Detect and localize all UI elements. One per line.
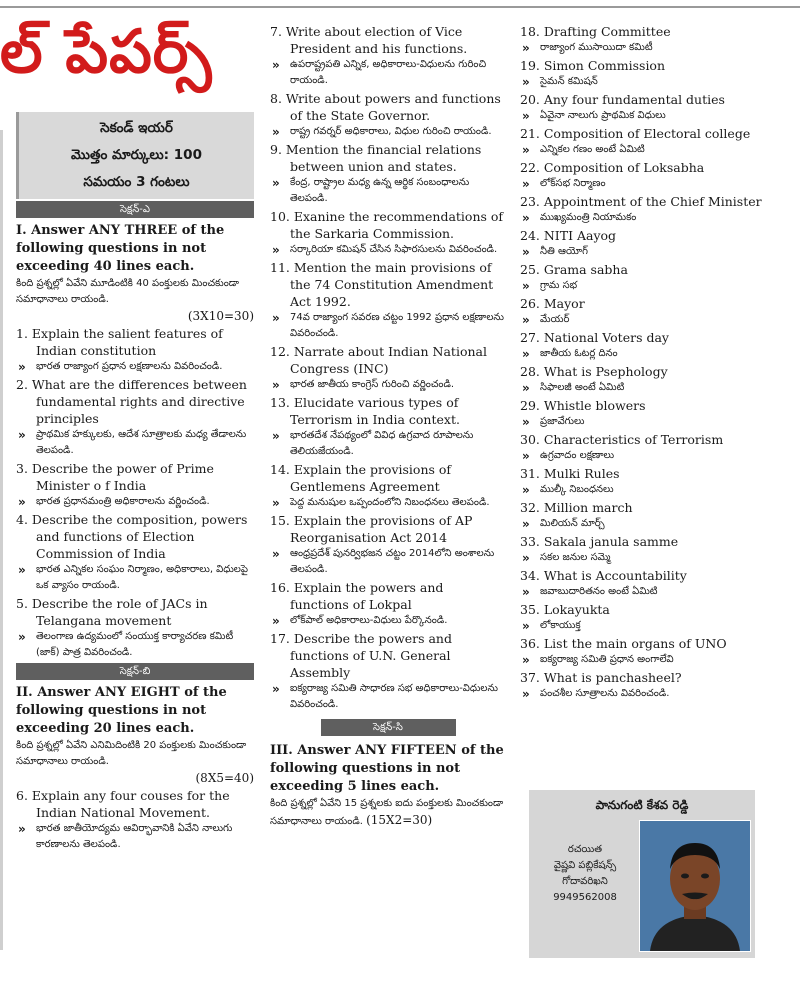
exam-total-marks: మొత్తం మార్కులు: 100 — [71, 147, 202, 163]
question-te: » పంచశీల సూత్రాలను వివరించండి. — [520, 686, 790, 702]
question-en: 18. Drafting Committee — [520, 24, 671, 39]
question-item — [270, 90, 506, 140]
question-te: » ఎన్నికల గణం అంటే ఏమిటి — [520, 142, 790, 158]
question-te: » మిలియన్ మార్చ్ — [520, 516, 790, 532]
question-en: 36. List the main organs of UNO — [520, 636, 727, 651]
question-en: 20. Any four fundamental duties — [520, 92, 725, 107]
question-te: » ఆంధ్రప్రదేశ్ పునర్విభజన చట్టం 2014లోని అంశాలను తెలపండి. — [270, 546, 506, 578]
question-te: » ఐక్యరాజ్య సమితి ప్రధాన అంగాలేవి — [520, 652, 790, 668]
section-a-questions — [16, 325, 254, 661]
question-te: » 74వ రాజ్యాంగ సవరణ చట్టం 1992 ప్రధాన లక్షణాలను వివరించండి. — [270, 310, 506, 342]
question-item — [270, 208, 506, 258]
question-te: » ముల్కీ నిబంధనలు — [520, 482, 790, 498]
question-item — [520, 329, 790, 362]
question-item — [520, 193, 790, 226]
question-item — [270, 394, 506, 460]
question-en: 10. Exanine the recommendations of the Sarkaria Commission. — [270, 209, 504, 241]
question-en: 26. Mayor — [520, 296, 585, 311]
question-te: » జాతీయ ఓటర్ల దినం — [520, 346, 790, 362]
author-place: గోదావరిఖని — [562, 876, 608, 887]
question-en: 14. Explain the provisions of Gentlemens Agreement — [270, 462, 452, 494]
section-b-instruction-telugu: కింది ప్రశ్నల్లో ఏవేని ఎనిమిదింటికి 20 పంక్తులకు మించకుండా సమాధానాలు రాయండి. — [16, 740, 247, 767]
question-item — [520, 669, 790, 702]
section-b-instruction: II. Answer ANY EIGHT of the following questions in not exceeding 20 lines each. — [16, 685, 227, 736]
question-item — [520, 397, 790, 430]
question-en: 8. Write about powers and functions of the State Governor. — [270, 91, 501, 123]
question-en: 5. Describe the role of JACs in Telangana movement — [16, 596, 208, 628]
question-en: 1. Explain the salient features of Indian constitution — [16, 326, 223, 358]
question-en: 30. Characteristics of Terrorism — [520, 432, 724, 447]
question-te: » భారతదేశ నేపథ్యంలో వివిధ ఉగ్రవాద రూపాలను తెలియజేయండి. — [270, 428, 506, 460]
author-role: రచయిత — [567, 844, 603, 855]
question-item — [270, 579, 506, 629]
section-a-marks: (3X10=30) — [187, 309, 254, 323]
question-item — [520, 23, 790, 56]
section-a-instruction-telugu: కింది ప్రశ్నల్లో ఏవేని మూడింటికి 40 పంక్తులకు మించకుండా సమాధానాలు రాయండి. — [16, 278, 239, 305]
question-te: » భారత జాతీయ కాంగ్రెస్ గురించి వర్ణించండి. — [270, 377, 506, 393]
question-item — [16, 325, 254, 375]
question-item — [520, 261, 790, 294]
question-te: » సకల జనుల సమ్మె — [520, 550, 790, 566]
question-en: 15. Explain the provisions of AP Reorganisation Act 2014 — [270, 513, 473, 545]
question-te: » లోక్‌సభ నిర్మాణం — [520, 176, 790, 192]
question-te: » భారత జాతీయోద్యమ ఆవిర్భావానికి ఏవేని నాలుగు కారణాలను తెలపండి. — [16, 821, 254, 853]
question-te: » భారత ప్రధానమంత్రి అధికారాలను వర్ణించండి. — [16, 494, 254, 510]
question-item — [520, 125, 790, 158]
question-te: » గ్రామ సభ — [520, 278, 790, 294]
section-c-instruction: III. Answer ANY FIFTEEN of the following questions in not exceeding 5 lines each. — [270, 743, 504, 794]
question-en: 16. Explain the powers and functions of Lokpal — [270, 580, 444, 612]
question-en: 23. Appointment of the Chief Minister — [520, 194, 762, 209]
question-item — [270, 630, 506, 713]
question-en: 35. Lokayukta — [520, 602, 610, 617]
section-b-label: సెక్షన్-బి — [16, 663, 254, 680]
exam-time: సమయం 3 గంటలు — [83, 174, 190, 190]
question-item — [520, 57, 790, 90]
question-item — [520, 601, 790, 634]
author-name: పానుగంటి కేశవ రెడ్డి — [595, 798, 689, 812]
question-en: 32. Million march — [520, 500, 633, 515]
question-te: » సైమన్ కమిషన్ — [520, 74, 790, 90]
section-a-label: సెక్షన్-ఎ — [16, 201, 254, 218]
question-item — [270, 461, 506, 511]
question-item — [16, 460, 254, 510]
question-en: 13. Elucidate various types of Terrorism in India context. — [270, 395, 460, 427]
section-b-marks: (8X5=40) — [195, 771, 254, 785]
question-te: » ఉపరాష్ట్రపతి ఎన్నిక, అధికారాలు-విధులను గురించి రాయండి. — [270, 57, 506, 89]
question-te: » తెలంగాణ ఉద్యమంలో సంయుక్త కార్యాచరణ కమిటీ (జాక్) పాత్ర వివరించండి. — [16, 629, 254, 661]
question-en: 3. Describe the power of Prime Minister o f India — [16, 461, 214, 493]
question-item — [520, 635, 790, 668]
question-item — [520, 91, 790, 124]
question-item — [16, 511, 254, 594]
question-en: 22. Composition of Loksabha — [520, 160, 705, 175]
question-en: 21. Composition of Electoral college — [520, 126, 751, 141]
question-te: » మేయర్ — [520, 312, 790, 328]
column-1 — [16, 112, 254, 853]
question-te: » సర్కారియా కమిషన్ చేసిన సిఫారసులను వివరించండి. — [270, 242, 506, 258]
question-en: 28. What is Psephology — [520, 364, 668, 379]
question-te: » కేంద్ర, రాష్ట్రాల మధ్య ఉన్న ఆర్థిక సంబంధాలను తెలపండి. — [270, 175, 506, 207]
question-en: 27. National Voters day — [520, 330, 669, 345]
column-2 — [270, 22, 506, 830]
question-item — [16, 787, 254, 853]
question-en: 17. Describe the powers and functions of U.N. General Assembly — [270, 631, 452, 680]
question-item — [270, 343, 506, 393]
question-en: 6. Explain any four couses for the Indian National Movement. — [16, 788, 230, 820]
author-portrait-icon — [640, 821, 750, 951]
question-en: 2. What are the differences between fundamental rights and directive principles — [16, 377, 247, 426]
column-3 — [520, 22, 790, 702]
question-item — [520, 567, 790, 600]
question-item — [520, 295, 790, 328]
question-item — [520, 465, 790, 498]
question-en: 12. Narrate about Indian National Congress (INC) — [270, 344, 487, 376]
question-item — [270, 23, 506, 89]
section-c-label: సెక్షన్-సి — [321, 719, 456, 736]
question-en: 9. Mention the financial relations between union and states. — [270, 142, 482, 174]
page-headline: ల్ పేపర్స్ — [0, 17, 213, 87]
question-en: 4. Describe the composition, powers and functions of Election Commission of India — [16, 512, 248, 561]
question-item — [16, 376, 254, 459]
author-photo — [639, 820, 751, 952]
question-te: » భారత ఎన్నికల సంఘం నిర్మాణం, అధికారాలు, విధులపై ఒక వ్యాసం రాయండి. — [16, 562, 254, 594]
question-te: » సిఫాలజీ అంటే ఏమిటి — [520, 380, 790, 396]
question-en: 25. Grama sabha — [520, 262, 628, 277]
section-a-instruction: I. Answer ANY THREE of the following questions in not exceeding 40 lines each. — [16, 223, 225, 274]
question-te: » ఐక్యరాజ్య సమితి సాధారణ సభ అధికారాలు-విధులను వివరించండి. — [270, 681, 506, 713]
question-item — [520, 499, 790, 532]
question-item — [270, 141, 506, 207]
question-item — [520, 363, 790, 396]
author-box — [529, 790, 755, 958]
question-item — [520, 533, 790, 566]
question-item — [520, 227, 790, 260]
question-te: » నీతి ఆయోగ్ — [520, 244, 790, 260]
question-te: » రాజ్యాంగ ముసాయిదా కమిటీ — [520, 40, 790, 56]
question-te: » ఉగ్రవాదం లక్షణాలు — [520, 448, 790, 464]
exam-year: సెకండ్ ఇయర్ — [100, 120, 173, 136]
question-en: 11. Mention the main provisions of the 74 Constitution Amendment Act 1992. — [270, 260, 494, 309]
section-c-instruction-telugu-text: కింది ప్రశ్నల్లో ఏవేని 15 ప్రశ్నలకు ఐదు పంక్తులకు మించకుండా సమాధానాలు రాయండి. — [270, 798, 504, 827]
question-te: » భారత రాజ్యాంగ ప్రధాన లక్షణాలను వివరించండి. — [16, 359, 254, 375]
question-en: 33. Sakala janula samme — [520, 534, 679, 549]
question-en: 34. What is Accountability — [520, 568, 687, 583]
author-info — [535, 842, 635, 906]
top-rule — [0, 6, 800, 8]
question-te: » ఏవైనా నాలుగు ప్రాథమిక విధులు — [520, 108, 790, 124]
question-te: » ముఖ్యమంత్రి నియామకం — [520, 210, 790, 226]
question-en: 24. NITI Aayog — [520, 228, 617, 243]
question-te: » పెద్ద మనుషుల ఒప్పందంలోని నిబంధనలు తెలపండి. — [270, 495, 506, 511]
question-en: 31. Mulki Rules — [520, 466, 620, 481]
section-c-marks: (15X2=30) — [366, 813, 433, 827]
question-en: 19. Simon Commission — [520, 58, 666, 73]
author-phone: 9949562008 — [553, 892, 617, 903]
question-en: 29. Whistle blowers — [520, 398, 646, 413]
question-en: 7. Write about election of Vice President and his functions. — [270, 24, 468, 56]
question-en: 37. What is panchasheel? — [520, 670, 682, 685]
author-org: వైష్ణవి పబ్లికేషన్స్ — [553, 860, 617, 871]
question-te: » లోక్‌పాల్ అధికారాలు-విధులు పేర్కొనండి. — [270, 613, 506, 629]
question-item — [270, 259, 506, 342]
question-item — [16, 595, 254, 661]
exam-info-box — [16, 112, 254, 199]
question-te: » రాష్ట్ర గవర్నర్ అధికారాలు, విధుల గురించి రాయండి. — [270, 124, 506, 140]
question-te: » ప్రజావేగులు — [520, 414, 790, 430]
section-c-instruction-telugu — [270, 796, 506, 830]
left-margin-rule — [0, 130, 3, 950]
question-te: » జవాబుదారితనం అంటే ఏమిటి — [520, 584, 790, 600]
question-item — [520, 159, 790, 192]
question-te: » లోకాయుక్త — [520, 618, 790, 634]
question-item — [520, 431, 790, 464]
question-item — [270, 512, 506, 578]
question-te: » ప్రాథమిక హక్కులకు, ఆదేశ సూత్రాలకు మధ్య తేడాలను తెలపండి. — [16, 427, 254, 459]
